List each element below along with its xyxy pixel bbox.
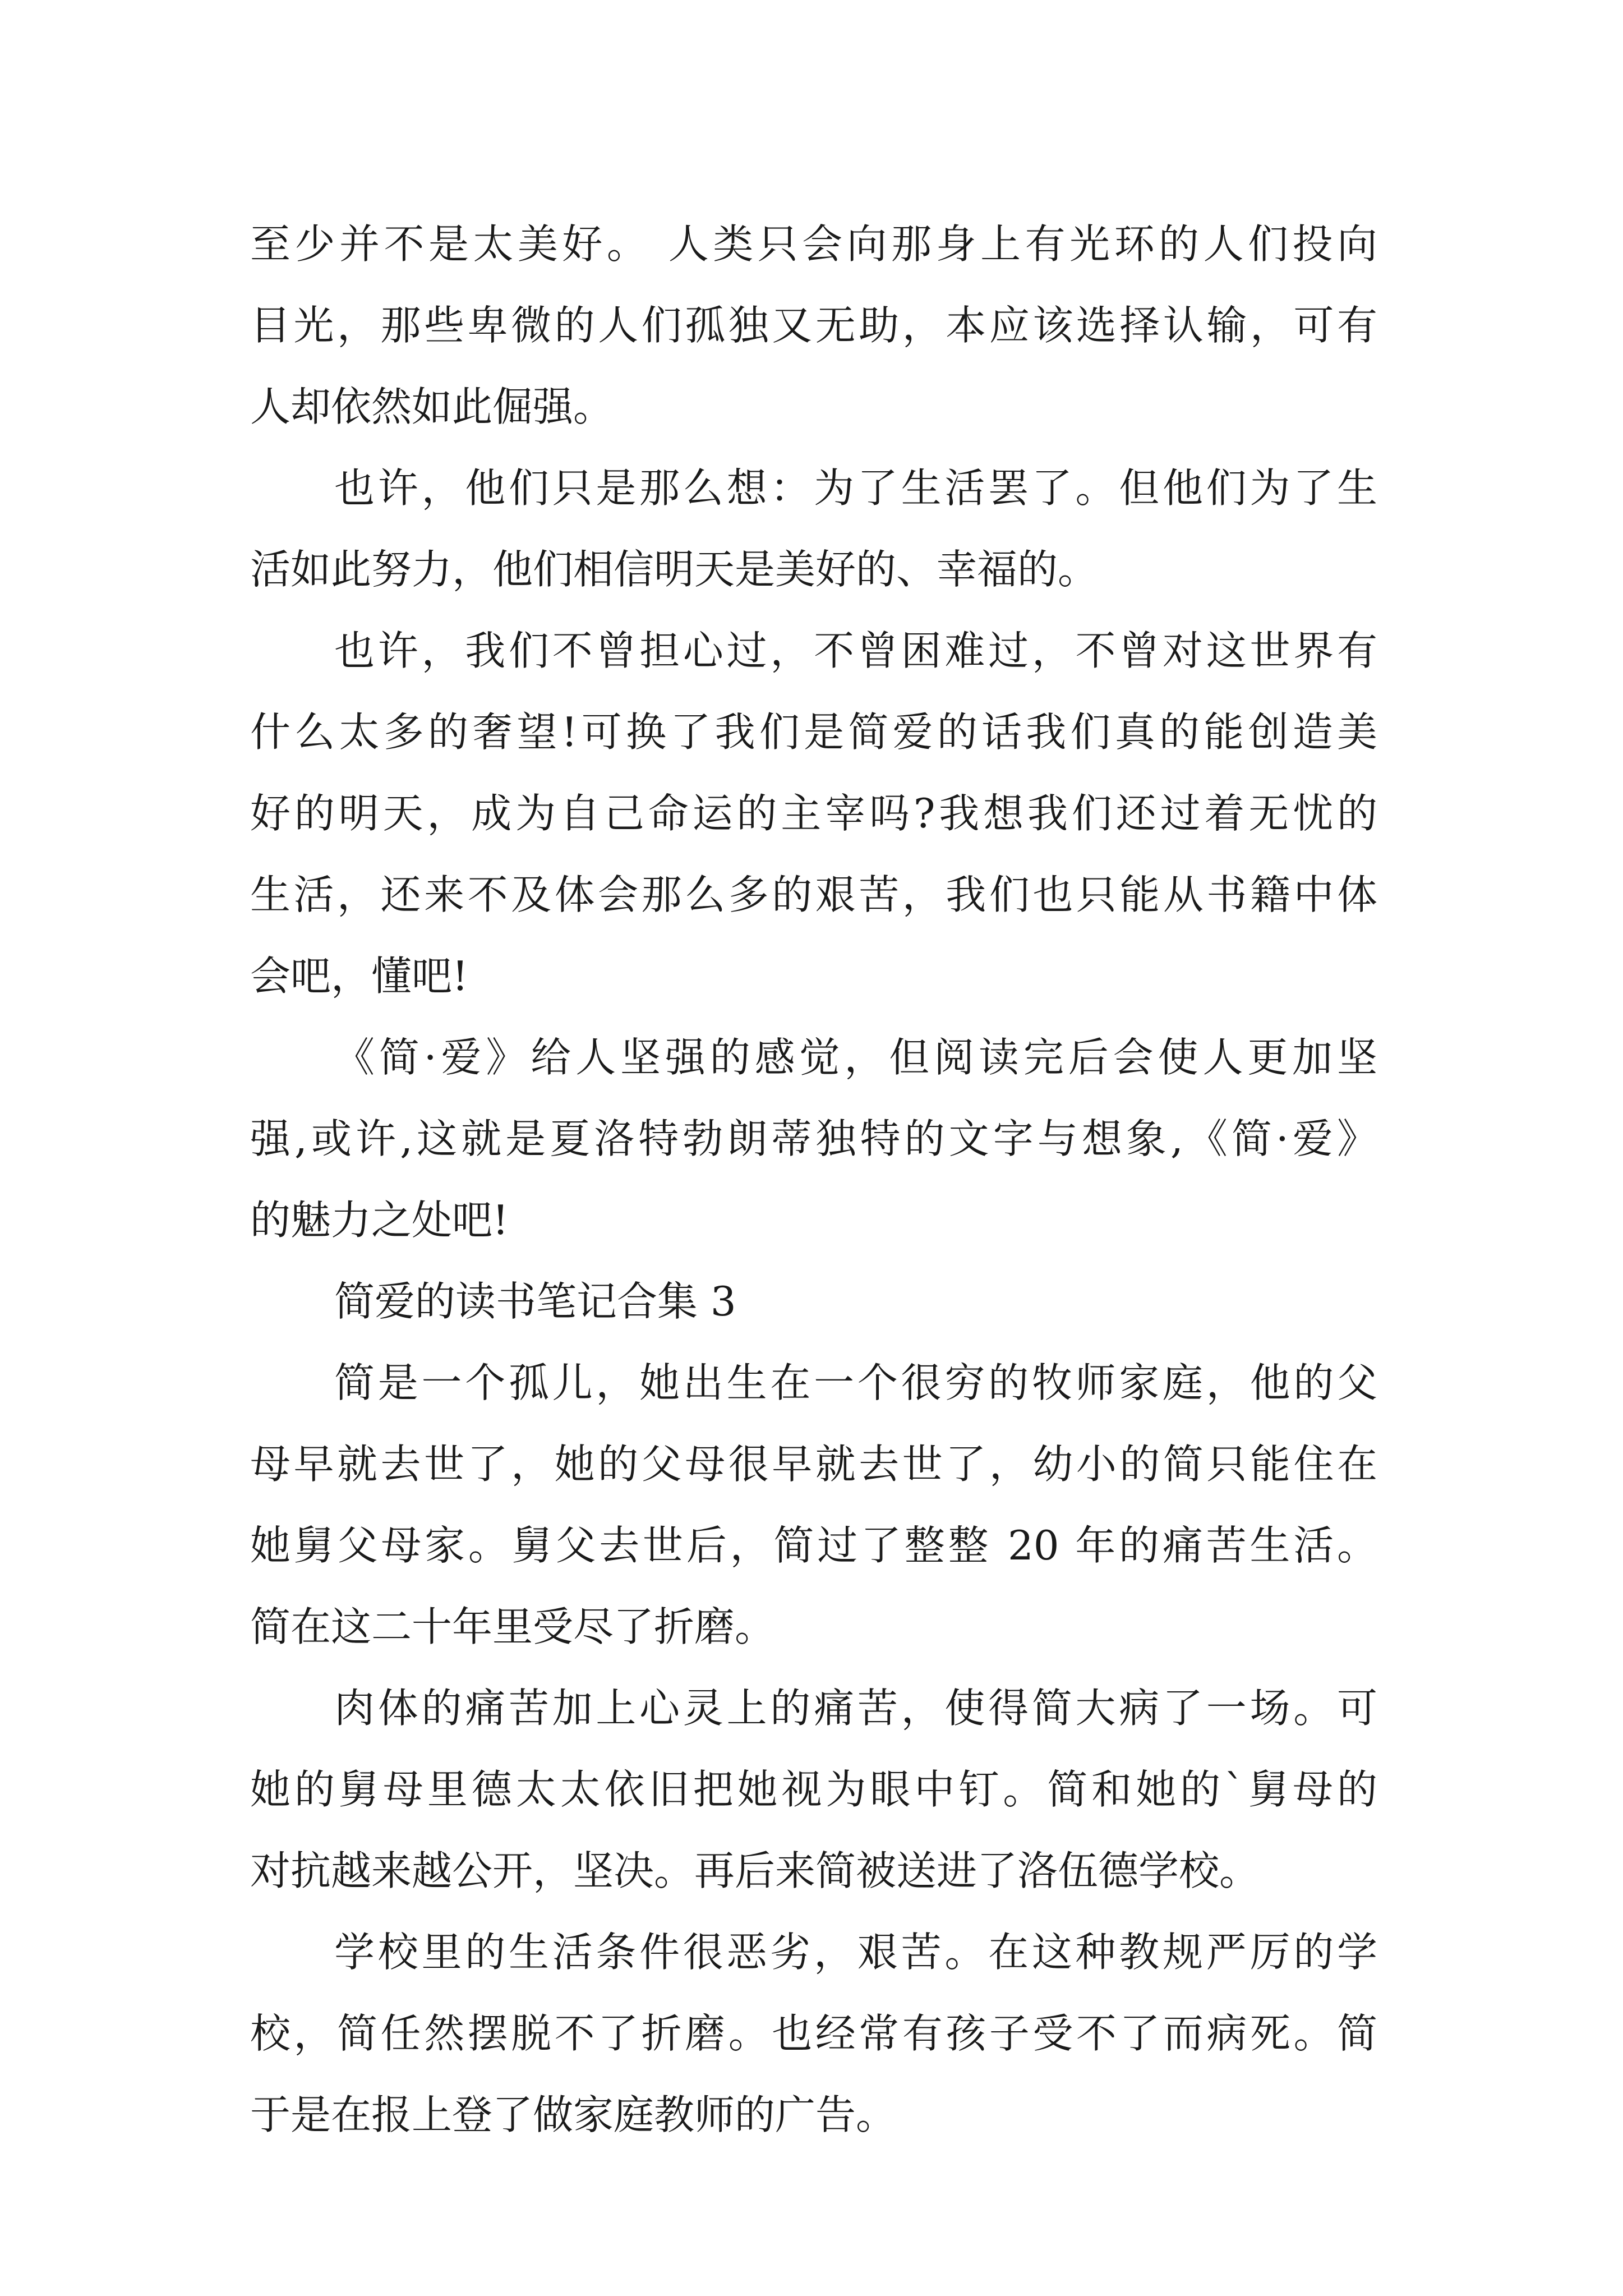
text-line: 她的舅母里德太太依旧把她视为眼中钉。简和她的`舅母的 bbox=[250, 1766, 1377, 1813]
section-heading: 简爱的读书笔记合集 3 bbox=[334, 1278, 736, 1325]
text-line: 会吧，懂吧! bbox=[250, 953, 468, 1000]
text-line: 学校里的生活条件很恶劣，艰苦。在这种教规严厉的学 bbox=[334, 1929, 1377, 1976]
text-line: 至少并不是太美好。 人类只会向那身上有光环的人们投向 bbox=[250, 220, 1377, 268]
text-line: 人却依然如此倔强。 bbox=[250, 383, 614, 430]
text-line: 简是一个孤儿，她出生在一个很穷的牧师家庭，他的父 bbox=[334, 1359, 1377, 1406]
text-line: 活如此努力，他们相信明天是美好的、幸福的。 bbox=[250, 546, 1099, 593]
text-line: 也许，他们只是那么想：为了生活罢了。但他们为了生 bbox=[334, 464, 1377, 512]
text-line: 她舅父母家。舅父去世后，简过了整整 20 年的痛苦生活。 bbox=[250, 1522, 1377, 1569]
text-line: 的魅力之处吧! bbox=[250, 1197, 509, 1244]
text-line: 好的明天，成为自己命运的主宰吗?我想我们还过着无忧的 bbox=[250, 790, 1377, 837]
text-line: 母早就去世了，她的父母很早就去世了，幼小的简只能住在 bbox=[250, 1441, 1377, 1488]
text-line: 对抗越来越公开，坚决。再后来简被送进了洛伍德学校。 bbox=[250, 1847, 1260, 1894]
text-line: 强,或许,这就是夏洛特勃朗蒂独特的文字与想象,《简·爱》 bbox=[250, 1115, 1377, 1162]
text-line: 简在这二十年里受尽了折磨。 bbox=[250, 1603, 776, 1650]
text-line: 目光，那些卑微的人们孤独又无助，本应该选择认输，可有 bbox=[250, 302, 1377, 349]
text-line: 肉体的痛苦加上心灵上的痛苦，使得简大病了一场。可 bbox=[334, 1685, 1377, 1732]
text-line: 于是在报上登了做家庭教师的广告。 bbox=[250, 2091, 897, 2138]
text-line: 什么太多的奢望!可换了我们是简爱的话我们真的能创造美 bbox=[250, 708, 1377, 756]
text-line: 校，简任然摆脱不了折磨。也经常有孩子受不了而病死。简 bbox=[250, 2010, 1377, 2057]
text-line: 也许，我们不曾担心过，不曾困难过，不曾对这世界有 bbox=[334, 627, 1377, 674]
text-line: 生活，还来不及体会那么多的艰苦，我们也只能从书籍中体 bbox=[250, 871, 1377, 918]
text-line: 《简·爱》给人坚强的感觉，但阅读完后会使人更加坚 bbox=[334, 1034, 1377, 1081]
